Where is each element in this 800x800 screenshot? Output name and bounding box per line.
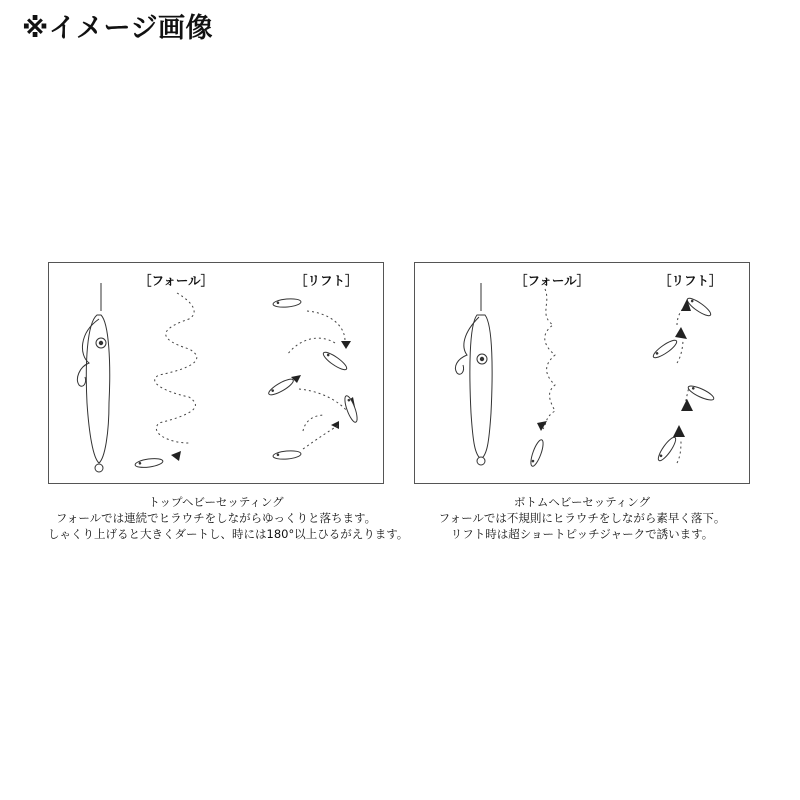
caption-line: しゃくり上げると大きくダートし、時には180°以上ひるがえります。 xyxy=(48,527,409,541)
jig-body xyxy=(470,315,492,459)
jig-body xyxy=(86,315,109,463)
lift-jig-1 xyxy=(273,298,302,308)
lift-path-3 xyxy=(299,389,349,413)
fall-path xyxy=(155,293,197,443)
lift-label: ［リフト］ xyxy=(295,273,358,288)
top-heavy-diagram-panel xyxy=(48,262,384,484)
lift-jig-3 xyxy=(267,377,295,398)
fall-arrow xyxy=(171,451,181,461)
caption-line: フォールでは連続でヒラウチをしながらゆっくりと落ちます。 xyxy=(55,511,377,525)
fall-jig xyxy=(135,457,164,469)
caption-title: トップヘビーセッティング xyxy=(148,495,284,509)
fall-label: ［フォール］ xyxy=(139,273,214,288)
tail-ring xyxy=(477,457,485,465)
lift-jig-3 xyxy=(687,383,716,402)
lift-arrow-4 xyxy=(673,425,685,437)
lift-path-4 xyxy=(303,415,325,431)
bottom-heavy-diagram-panel xyxy=(414,262,750,484)
fall-arrow xyxy=(537,421,547,431)
caption-line: リフト時は超ショートピッチジャークで誘います。 xyxy=(450,527,714,541)
top-heavy-illustration xyxy=(49,263,385,485)
lift-jig-2 xyxy=(651,338,679,361)
lift-path-2 xyxy=(677,339,683,363)
lift-path-1 xyxy=(307,311,345,341)
caption-title: ボトムヘビーセッティング xyxy=(513,495,651,509)
lift-arrow-1 xyxy=(341,341,351,349)
fall-label: ［フォール］ xyxy=(515,273,590,288)
lift-arrow-4 xyxy=(331,421,339,429)
fall-path xyxy=(543,289,555,429)
lift-jig-5 xyxy=(273,450,302,460)
lift-jig-4 xyxy=(656,435,679,463)
lift-path-4 xyxy=(677,439,681,463)
top-heavy-caption xyxy=(48,494,409,542)
lift-path-5 xyxy=(303,425,339,449)
lift-label: ［リフト］ xyxy=(659,273,722,288)
lift-arrow-2 xyxy=(675,327,687,339)
lift-arrow-3 xyxy=(681,399,693,411)
fall-jig xyxy=(528,438,545,467)
lift-jig-2 xyxy=(321,350,349,373)
bottom-heavy-caption xyxy=(414,494,750,542)
caption-line: フォールでは不規則にヒラウチをしながら素早く落下。 xyxy=(438,511,726,525)
tail-ring xyxy=(95,464,103,472)
bottom-heavy-illustration xyxy=(415,263,751,485)
image-notice: ※イメージ画像 xyxy=(22,13,213,44)
